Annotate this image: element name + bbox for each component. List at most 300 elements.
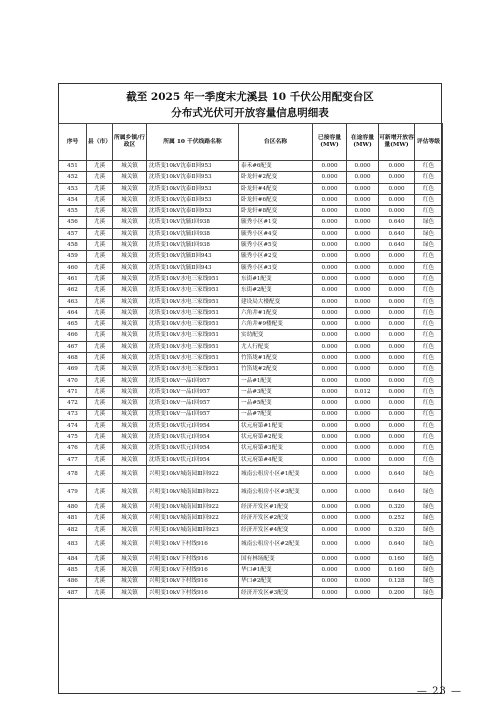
table-cell: 459 bbox=[59, 251, 87, 262]
table-cell: 0.640 bbox=[379, 535, 415, 553]
table-cell: 尤溪 bbox=[87, 409, 113, 420]
table-row bbox=[59, 341, 443, 352]
table-cell: 461 bbox=[59, 273, 87, 284]
table-cell: 建设局大楼配变 bbox=[239, 296, 313, 307]
table-cell: 红色 bbox=[415, 183, 443, 194]
table-cell: 0.160 bbox=[379, 553, 415, 564]
table-cell: 452 bbox=[59, 172, 87, 183]
table-cell: 0.000 bbox=[313, 466, 347, 484]
table-cell: 绿色 bbox=[415, 565, 443, 576]
table-cell: 兴明变10kV下村线916 bbox=[147, 587, 239, 598]
table-cell: 卧龙轩#6配变 bbox=[239, 194, 313, 205]
table-cell: 477 bbox=[59, 454, 87, 465]
table-cell: 472 bbox=[59, 398, 87, 409]
table-cell: 城关镇 bbox=[113, 240, 147, 251]
table-cell: 0.000 bbox=[313, 206, 347, 217]
table-cell: 红色 bbox=[415, 443, 443, 454]
table-cell: 城关镇 bbox=[113, 432, 147, 443]
table-cell: 0.000 bbox=[347, 513, 379, 524]
table-cell: 0.000 bbox=[347, 443, 379, 454]
header-cell: 可新增开放容量(MW) bbox=[379, 124, 415, 161]
table-cell: 0.000 bbox=[347, 285, 379, 296]
document-title-line2: 分布式光伏可开放容量信息明细表 bbox=[171, 107, 329, 119]
table-cell: 沈塔变10kV沈毓Ⅰ回938 bbox=[147, 240, 239, 251]
table-cell: 0.012 bbox=[347, 386, 379, 397]
table-cell: 0.640 bbox=[379, 217, 415, 228]
table-cell: 0.000 bbox=[347, 172, 379, 183]
table-cell: 兴明变10kV下村线916 bbox=[147, 576, 239, 587]
table-cell: 0.000 bbox=[313, 524, 347, 535]
table-row bbox=[59, 454, 443, 465]
table-cell: 城南公租房小区#2配变 bbox=[239, 535, 313, 553]
table-cell: 尤溪 bbox=[87, 502, 113, 513]
table-cell: 0.000 bbox=[347, 217, 379, 228]
table-cell: 尤溪 bbox=[87, 466, 113, 484]
table-cell: 469 bbox=[59, 364, 87, 375]
header-cell: 所属 10 千伏线路名称 bbox=[147, 124, 239, 161]
table-cell: 0.000 bbox=[313, 553, 347, 564]
table-cell: 沈塔变10kV状元Ⅰ回954 bbox=[147, 443, 239, 454]
table-cell: 兴明变10kV下村线916 bbox=[147, 565, 239, 576]
table-cell: 尤溪 bbox=[87, 206, 113, 217]
table-cell: 0.000 bbox=[347, 535, 379, 553]
table-cell: 尤溪 bbox=[87, 285, 113, 296]
table-cell: 绿色 bbox=[415, 535, 443, 553]
table-row bbox=[59, 398, 443, 409]
table-cell: 0.000 bbox=[379, 273, 415, 284]
table-cell: 城关镇 bbox=[113, 484, 147, 502]
table-cell: 绿色 bbox=[415, 553, 443, 564]
table-cell: 城关镇 bbox=[113, 172, 147, 183]
table-cell: 0.000 bbox=[347, 341, 379, 352]
table-cell: 沈塔变10kV沈毓Ⅰ回938 bbox=[147, 217, 239, 228]
table-cell: 0.000 bbox=[379, 409, 415, 420]
table-cell: 0.000 bbox=[379, 364, 415, 375]
table-cell: 460 bbox=[59, 262, 87, 273]
table-row bbox=[59, 183, 443, 194]
table-row bbox=[59, 443, 443, 454]
table-cell: 红色 bbox=[415, 206, 443, 217]
table-cell: 0.000 bbox=[313, 576, 347, 587]
table-cell: 实幼配变 bbox=[239, 330, 313, 341]
table-cell: 0.000 bbox=[313, 386, 347, 397]
table-cell: 六角井#9楼配变 bbox=[239, 319, 313, 330]
table-cell: 红色 bbox=[415, 432, 443, 443]
table-cell: 城南公租房小区#1配变 bbox=[239, 466, 313, 484]
table-cell: 458 bbox=[59, 240, 87, 251]
page-number: — 23 — bbox=[416, 686, 462, 697]
table-cell: 城关镇 bbox=[113, 251, 147, 262]
table-cell: 城南公租房小区#3配变 bbox=[239, 484, 313, 502]
table-row bbox=[59, 432, 443, 443]
table-cell: 0.000 bbox=[379, 296, 415, 307]
table-cell: 0.000 bbox=[347, 296, 379, 307]
table-cell: 0.200 bbox=[379, 587, 415, 598]
table-cell: 卧龙轩#4配变 bbox=[239, 183, 313, 194]
table-cell: 0.000 bbox=[347, 466, 379, 484]
table-cell: 尤溪 bbox=[87, 513, 113, 524]
table-cell: 0.640 bbox=[379, 240, 415, 251]
table-cell: 463 bbox=[59, 296, 87, 307]
table-cell: 0.000 bbox=[379, 375, 415, 386]
table-cell: 0.000 bbox=[313, 484, 347, 502]
table-cell: 城关镇 bbox=[113, 553, 147, 564]
table-row bbox=[59, 330, 443, 341]
table-cell: 城关镇 bbox=[113, 296, 147, 307]
table-row bbox=[59, 194, 443, 205]
table-cell: 尤溪 bbox=[87, 172, 113, 183]
table-row bbox=[59, 466, 443, 484]
table-cell: 尤溪 bbox=[87, 420, 113, 431]
table-cell: 0.000 bbox=[347, 398, 379, 409]
table-cell: 0.000 bbox=[347, 587, 379, 598]
table-cell: 城关镇 bbox=[113, 535, 147, 553]
table-cell: 476 bbox=[59, 443, 87, 454]
table-cell: 0.000 bbox=[313, 161, 347, 172]
table-cell: 471 bbox=[59, 386, 87, 397]
table-cell: 0.000 bbox=[313, 319, 347, 330]
table-cell: 479 bbox=[59, 484, 87, 502]
table-cell: 0.000 bbox=[313, 296, 347, 307]
table-cell: 毓秀小区#5变 bbox=[239, 240, 313, 251]
table-cell: 0.000 bbox=[313, 454, 347, 465]
table-cell: 0.320 bbox=[379, 502, 415, 513]
table-row bbox=[59, 319, 443, 330]
table-cell: 0.000 bbox=[347, 524, 379, 535]
table-cell: 沈塔变10kV水电三家线951 bbox=[147, 353, 239, 364]
table-cell: 0.000 bbox=[379, 161, 415, 172]
table-cell: 0.000 bbox=[379, 420, 415, 431]
table-cell: 兴明变10kV下村线916 bbox=[147, 553, 239, 564]
table-cell: 状元府第#4配变 bbox=[239, 454, 313, 465]
table-cell: 455 bbox=[59, 206, 87, 217]
table-row bbox=[59, 484, 443, 502]
table-cell: 城关镇 bbox=[113, 398, 147, 409]
table-cell: 绿色 bbox=[415, 502, 443, 513]
table-cell: 尤溪 bbox=[87, 353, 113, 364]
table-cell: 兴明变10kV城南园Ⅲ回922 bbox=[147, 513, 239, 524]
table-cell: 尤溪 bbox=[87, 484, 113, 502]
table-cell: 0.000 bbox=[313, 353, 347, 364]
table-cell: 0.000 bbox=[347, 183, 379, 194]
table-cell: 0.320 bbox=[379, 524, 415, 535]
table-row bbox=[59, 285, 443, 296]
table-cell: 0.000 bbox=[379, 432, 415, 443]
table-row bbox=[59, 262, 443, 273]
table-cell: 城关镇 bbox=[113, 307, 147, 318]
table-cell: 487 bbox=[59, 587, 87, 598]
table-cell: 481 bbox=[59, 513, 87, 524]
table-cell: 城关镇 bbox=[113, 420, 147, 431]
table-cell: 0.000 bbox=[313, 217, 347, 228]
table-cell: 尤溪 bbox=[87, 576, 113, 587]
table-cell: 城关镇 bbox=[113, 194, 147, 205]
table-cell: 红色 bbox=[415, 454, 443, 465]
header-cell: 所属乡镇/行政区 bbox=[113, 124, 147, 161]
table-cell: 0.000 bbox=[379, 285, 415, 296]
table-row bbox=[59, 409, 443, 420]
table-cell: 0.000 bbox=[347, 484, 379, 502]
table-cell: 0.000 bbox=[347, 240, 379, 251]
table-cell: 城关镇 bbox=[113, 454, 147, 465]
table-cell: 红色 bbox=[415, 420, 443, 431]
table-cell: 红色 bbox=[415, 330, 443, 341]
table-cell: 兴明变10kV城南园Ⅲ回922 bbox=[147, 502, 239, 513]
table-cell: 绿色 bbox=[415, 484, 443, 502]
document-title-line1: 截至 2025 年一季度末尤溪县 10 千伏公用配变台区 bbox=[126, 91, 374, 103]
header-cell: 评估等级 bbox=[415, 124, 443, 161]
table-cell: 经济开发区#1配变 bbox=[239, 502, 313, 513]
table-header-row bbox=[59, 124, 443, 161]
table-cell: 尤溪 bbox=[87, 161, 113, 172]
table-row bbox=[59, 217, 443, 228]
table-row bbox=[59, 553, 443, 564]
table-cell: 0.000 bbox=[347, 553, 379, 564]
table-cell: 0.000 bbox=[313, 273, 347, 284]
table-cell: 毓秀小区#3变 bbox=[239, 262, 313, 273]
table-cell: 尤溪 bbox=[87, 341, 113, 352]
table-cell: 红色 bbox=[415, 194, 443, 205]
header-cell: 县（市） bbox=[87, 124, 113, 161]
table-cell: 451 bbox=[59, 161, 87, 172]
table-cell: 0.000 bbox=[347, 228, 379, 239]
table-cell: 沈塔变10kV水电三家线951 bbox=[147, 296, 239, 307]
table-cell: 城关镇 bbox=[113, 183, 147, 194]
table-row bbox=[59, 587, 443, 598]
table-cell: 482 bbox=[59, 524, 87, 535]
table-cell: 尤溪 bbox=[87, 296, 113, 307]
table-cell: 东街#1配变 bbox=[239, 273, 313, 284]
table-cell: 城关镇 bbox=[113, 576, 147, 587]
table-cell: 沈塔变10kV水电三家线951 bbox=[147, 273, 239, 284]
table-cell: 红色 bbox=[415, 172, 443, 183]
table-cell: 沈塔变10kV一品Ⅰ回957 bbox=[147, 375, 239, 386]
table-cell: 466 bbox=[59, 330, 87, 341]
table-cell: 0.000 bbox=[313, 502, 347, 513]
table-cell: 城关镇 bbox=[113, 353, 147, 364]
table-cell: 兴明变10kV城南园Ⅲ回922 bbox=[147, 466, 239, 484]
table-cell: 0.000 bbox=[313, 183, 347, 194]
table-cell: 456 bbox=[59, 217, 87, 228]
header-cell: 已接容量(MW) bbox=[313, 124, 347, 161]
table-cell: 0.000 bbox=[379, 341, 415, 352]
table-cell: 城关镇 bbox=[113, 206, 147, 217]
table-cell: 尤溪 bbox=[87, 398, 113, 409]
table-cell: 0.000 bbox=[379, 172, 415, 183]
table-cell: 状元府第#3配变 bbox=[239, 443, 313, 454]
table-cell: 红色 bbox=[415, 375, 443, 386]
table-cell: 城关镇 bbox=[113, 409, 147, 420]
table-cell: 尤人行配变 bbox=[239, 341, 313, 352]
table-cell: 尤溪 bbox=[87, 364, 113, 375]
table-cell: 0.000 bbox=[379, 330, 415, 341]
table-cell: 绿色 bbox=[415, 240, 443, 251]
table-row bbox=[59, 535, 443, 553]
header-cell: 在途容量(MW) bbox=[347, 124, 379, 161]
table-row bbox=[59, 228, 443, 239]
table-cell: 城关镇 bbox=[113, 262, 147, 273]
table-cell: 一品#1配变 bbox=[239, 375, 313, 386]
table-cell: 0.128 bbox=[379, 576, 415, 587]
table-cell: 竹箔垅#2配变 bbox=[239, 364, 313, 375]
table-cell: 红色 bbox=[415, 307, 443, 318]
table-row bbox=[59, 513, 443, 524]
table-cell: 城关镇 bbox=[113, 565, 147, 576]
table-cell: 0.000 bbox=[313, 228, 347, 239]
table-cell: 483 bbox=[59, 535, 87, 553]
table-cell: 0.000 bbox=[347, 161, 379, 172]
table-cell: 毓秀小区#2变 bbox=[239, 251, 313, 262]
table-cell: 484 bbox=[59, 553, 87, 564]
table-row bbox=[59, 240, 443, 251]
table-cell: 0.640 bbox=[379, 466, 415, 484]
table-cell: 0.000 bbox=[313, 240, 347, 251]
table-cell: 红色 bbox=[415, 364, 443, 375]
table-cell: 尤溪 bbox=[87, 330, 113, 341]
table-cell: 475 bbox=[59, 432, 87, 443]
table-cell: 沈塔变10kV水电三家线951 bbox=[147, 285, 239, 296]
table-cell: 0.000 bbox=[313, 172, 347, 183]
capacity-table bbox=[58, 123, 443, 599]
table-cell: 尤溪 bbox=[87, 386, 113, 397]
table-cell: 城关镇 bbox=[113, 217, 147, 228]
table-cell: 0.000 bbox=[313, 262, 347, 273]
table-cell: 0.000 bbox=[313, 587, 347, 598]
table-cell: 467 bbox=[59, 341, 87, 352]
table-cell: 0.000 bbox=[379, 262, 415, 273]
table-cell: 0.000 bbox=[347, 330, 379, 341]
table-cell: 城关镇 bbox=[113, 386, 147, 397]
table-cell: 沈塔变10kV沈泰Ⅱ回953 bbox=[147, 194, 239, 205]
table-cell: 尤溪 bbox=[87, 217, 113, 228]
table-cell: 绿色 bbox=[415, 513, 443, 524]
table-cell: 尤溪 bbox=[87, 273, 113, 284]
table-cell: 0.000 bbox=[347, 420, 379, 431]
table-cell: 0.000 bbox=[379, 183, 415, 194]
table-cell: 沈塔变10kV沈泰Ⅱ回953 bbox=[147, 172, 239, 183]
table-cell: 城关镇 bbox=[113, 587, 147, 598]
table-cell: 卧龙轩#2配变 bbox=[239, 172, 313, 183]
table-cell: 0.000 bbox=[347, 194, 379, 205]
table-cell: 城关镇 bbox=[113, 273, 147, 284]
table-cell: 沈塔变10kV沈泰Ⅱ回953 bbox=[147, 206, 239, 217]
table-cell: 0.000 bbox=[313, 375, 347, 386]
table-cell: 0.000 bbox=[313, 307, 347, 318]
table-cell: 0.000 bbox=[347, 502, 379, 513]
table-cell: 0.000 bbox=[347, 364, 379, 375]
table-cell: 尤溪 bbox=[87, 524, 113, 535]
table-cell: 城关镇 bbox=[113, 341, 147, 352]
table-cell: 经济开发区#3配变 bbox=[239, 587, 313, 598]
table-cell: 0.000 bbox=[347, 375, 379, 386]
table-cell: 0.000 bbox=[313, 341, 347, 352]
table-cell: 城关镇 bbox=[113, 330, 147, 341]
table-row bbox=[59, 172, 443, 183]
table-cell: 486 bbox=[59, 576, 87, 587]
table-cell: 尤溪 bbox=[87, 319, 113, 330]
table-cell: 绿色 bbox=[415, 466, 443, 484]
table-cell: 城关镇 bbox=[113, 161, 147, 172]
table-cell: 沈塔变10kV沈毓Ⅰ回938 bbox=[147, 228, 239, 239]
table-cell: 一品#3配变 bbox=[239, 386, 313, 397]
table-cell: 0.000 bbox=[347, 206, 379, 217]
table-cell: 0.000 bbox=[313, 251, 347, 262]
table-cell: 0.000 bbox=[347, 576, 379, 587]
table-cell: 0.160 bbox=[379, 565, 415, 576]
table-cell: 0.000 bbox=[313, 409, 347, 420]
table-cell: 状元府第#2配变 bbox=[239, 432, 313, 443]
table-row bbox=[59, 524, 443, 535]
table-cell: 尤溪 bbox=[87, 228, 113, 239]
table-cell: 国有林场配变 bbox=[239, 553, 313, 564]
table-cell: 城关镇 bbox=[113, 228, 147, 239]
table-cell: 沈塔变10kV沈毓Ⅱ回943 bbox=[147, 251, 239, 262]
table-cell: 0.000 bbox=[313, 565, 347, 576]
table-cell: 红色 bbox=[415, 251, 443, 262]
table-cell: 0.000 bbox=[347, 454, 379, 465]
table-cell: 尤溪 bbox=[87, 587, 113, 598]
table-cell: 尤溪 bbox=[87, 565, 113, 576]
table-cell: 一品#5配变 bbox=[239, 398, 313, 409]
table-cell: 0.000 bbox=[313, 535, 347, 553]
table-cell: 尤溪 bbox=[87, 194, 113, 205]
table-cell: 0.000 bbox=[313, 398, 347, 409]
table-cell: 0.000 bbox=[379, 307, 415, 318]
table-cell: 红色 bbox=[415, 319, 443, 330]
table-cell: 绿色 bbox=[415, 587, 443, 598]
table-row bbox=[59, 386, 443, 397]
table-cell: 0.000 bbox=[379, 206, 415, 217]
table-row bbox=[59, 161, 443, 172]
table-row bbox=[59, 353, 443, 364]
table-cell: 绿色 bbox=[415, 576, 443, 587]
table-cell: 0.000 bbox=[313, 513, 347, 524]
table-cell: 0.000 bbox=[347, 307, 379, 318]
table-cell: 0.000 bbox=[379, 443, 415, 454]
table-cell: 一品#7配变 bbox=[239, 409, 313, 420]
table-cell: 0.000 bbox=[347, 273, 379, 284]
table-row bbox=[59, 502, 443, 513]
table-body bbox=[59, 161, 443, 599]
table-cell: 卧龙轩#8配变 bbox=[239, 206, 313, 217]
table-cell: 0.000 bbox=[379, 353, 415, 364]
table-cell: 尤溪 bbox=[87, 240, 113, 251]
table-cell: 沈塔变10kV一品Ⅰ回957 bbox=[147, 386, 239, 397]
table-cell: 城关镇 bbox=[113, 524, 147, 535]
table-row bbox=[59, 565, 443, 576]
table-cell: 城关镇 bbox=[113, 443, 147, 454]
table-cell: 状元府第#1配变 bbox=[239, 420, 313, 431]
table-row bbox=[59, 296, 443, 307]
table-cell: 478 bbox=[59, 466, 87, 484]
table-cell: 480 bbox=[59, 502, 87, 513]
table-cell: 尤溪 bbox=[87, 443, 113, 454]
table-cell: 尤溪 bbox=[87, 375, 113, 386]
table-cell: 0.000 bbox=[313, 443, 347, 454]
table-cell: 0.000 bbox=[379, 454, 415, 465]
table-cell: 沈塔变10kV水电三家线951 bbox=[147, 330, 239, 341]
table-cell: 沈塔变10kV一品Ⅰ回957 bbox=[147, 398, 239, 409]
table-cell: 沈塔变10kV水电三家线951 bbox=[147, 307, 239, 318]
table-row bbox=[59, 307, 443, 318]
table-cell: 红色 bbox=[415, 285, 443, 296]
table-cell: 华口#1配变 bbox=[239, 565, 313, 576]
table-cell: 红色 bbox=[415, 386, 443, 397]
table-cell: 0.000 bbox=[347, 565, 379, 576]
table-cell: 城关镇 bbox=[113, 502, 147, 513]
table-cell: 464 bbox=[59, 307, 87, 318]
header-cell: 序号 bbox=[59, 124, 87, 161]
